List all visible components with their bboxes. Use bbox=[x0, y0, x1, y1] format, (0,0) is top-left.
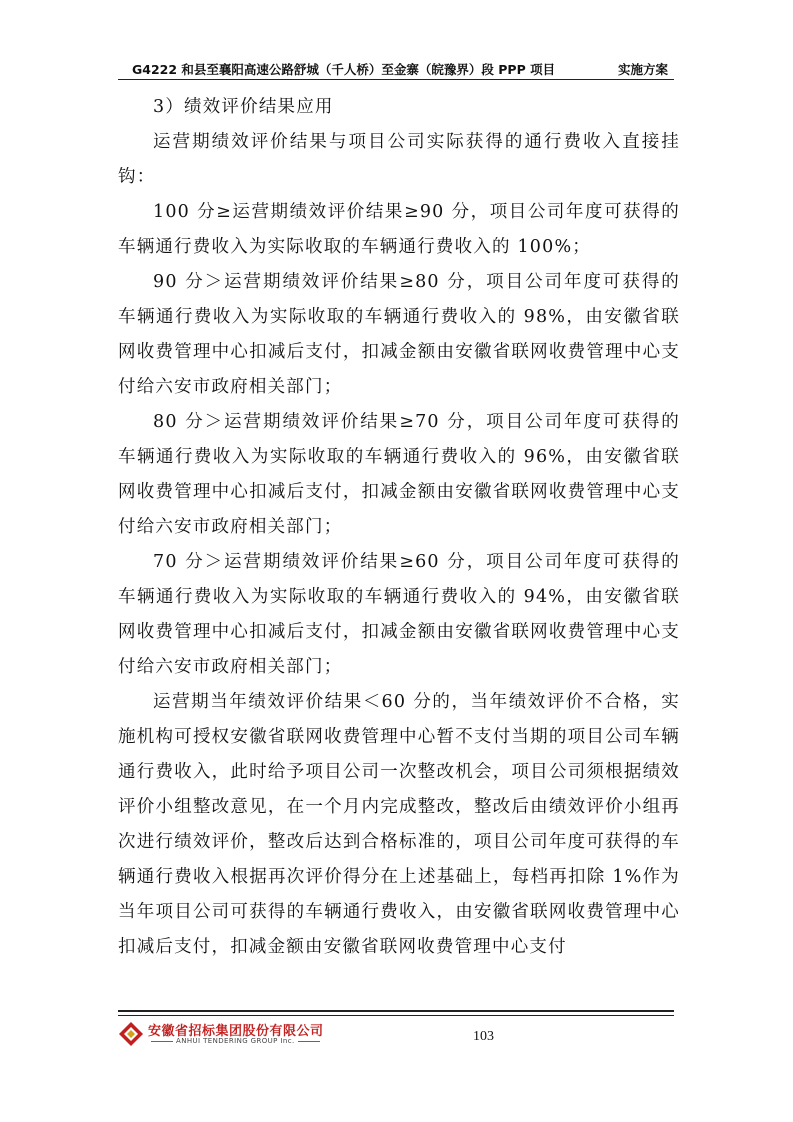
footer-rule-thick bbox=[118, 1010, 674, 1012]
paragraph-1: 运营期绩效评价结果与项目公司实际获得的通行费收入直接挂钩： bbox=[118, 132, 680, 187]
section-heading: 3）绩效评价结果应用 bbox=[153, 97, 334, 117]
company-name-en: ANHUI TENDERING GROUP Inc. bbox=[148, 1037, 323, 1045]
company-logo bbox=[118, 1019, 348, 1051]
header-rule bbox=[118, 79, 674, 80]
diamond-logo-icon bbox=[118, 1021, 144, 1047]
company-name-cn: 安徽省招标集团股份有限公司 bbox=[148, 1024, 324, 1039]
footer-rule-thin bbox=[118, 1015, 674, 1016]
page-number: 103 bbox=[473, 1029, 494, 1044]
document-body bbox=[118, 90, 680, 965]
paragraph-6: 运营期当年绩效评价结果＜60 分的，当年绩效评价不合格，实施机构可授权安徽省联网收费管理中心暂不支付当期的项目公司车辆通行费收入，此时给予项目公司一次整改机会，项目公司须根据绩效评价小组整改意见，在一个月内完成整改，整改后由绩效评价小组再次进行绩效评价，整改后达到合格标准的，项目公司年度可获得的车辆通行费收入根据再次评价得分在上述基础上，每档再扣除 1%作为当年项目公司可获得的车辆通行费收入，由安徽省联网收费管理中心扣减后支付，扣减金额由安徽省联网收费管理中心支付 bbox=[118, 692, 680, 957]
header-section: 实施方案 bbox=[617, 62, 668, 77]
header-title: G4222 和县至襄阳高速公路舒城（千人桥）至金寨（皖豫界）段 PPP 项目 bbox=[132, 62, 556, 77]
paragraph-5: 70 分＞运营期绩效评价结果≥60 分，项目公司年度可获得的车辆通行费收入为实际收取的车辆通行费收入的 94%，由安徽省联网收费管理中心扣减后支付，扣减金额由安徽省联网收费管理中心支付给六安市政府相关部门； bbox=[118, 552, 680, 677]
page-footer bbox=[118, 1010, 674, 1060]
paragraph-4: 80 分＞运营期绩效评价结果≥70 分，项目公司年度可获得的车辆通行费收入为实际收取的车辆通行费收入的 96%，由安徽省联网收费管理中心扣减后支付，扣减金额由安徽省联网收费管理中心支付给六安市政府相关部门； bbox=[118, 412, 680, 537]
page-header bbox=[118, 50, 674, 80]
paragraph-2: 100 分≥运营期绩效评价结果≥90 分，项目公司年度可获得的车辆通行费收入为实际收取的车辆通行费收入的 100%； bbox=[118, 202, 680, 257]
paragraph-3: 90 分＞运营期绩效评价结果≥80 分，项目公司年度可获得的车辆通行费收入为实际收取的车辆通行费收入的 98%，由安徽省联网收费管理中心扣减后支付，扣减金额由安徽省联网收费管理中心支付给六安市政府相关部门； bbox=[118, 272, 680, 397]
